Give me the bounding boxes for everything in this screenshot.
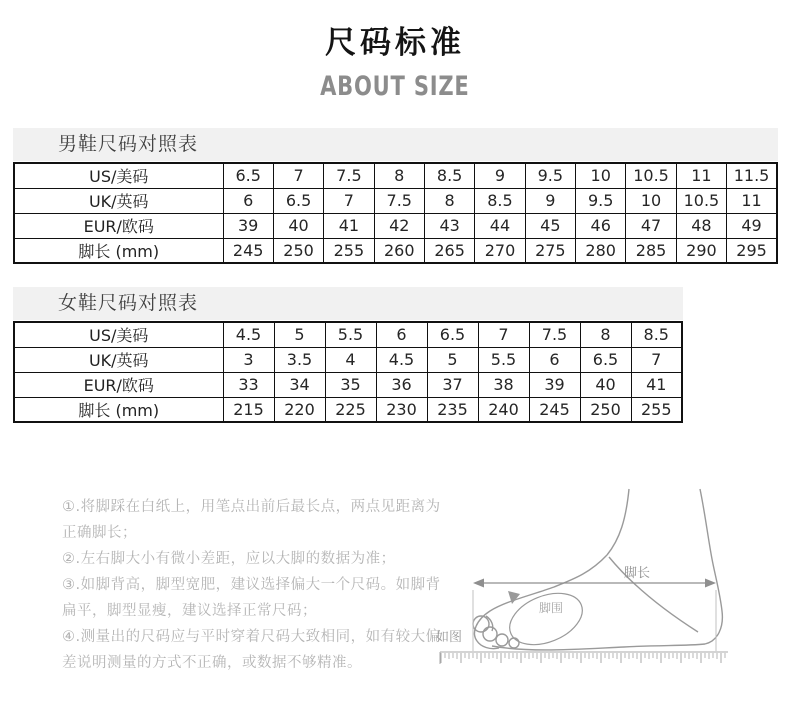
note-item-3: ③.如脚背高，脚型宽肥，建议选择偏大一个尺码。如脚背扁平，脚型显瘦，建议选择正常尺码； [62, 577, 441, 619]
foot-girth-loop [502, 583, 590, 654]
men-section-title: 男鞋尺码对照表 [58, 133, 199, 155]
table-row [14, 372, 682, 397]
table-row [14, 213, 777, 238]
arrow-right-icon [705, 579, 716, 588]
size-cell: 6.5 [223, 163, 273, 188]
row-label: EUR/欧码 [14, 372, 223, 397]
page-subtitle-text: ABOUT SIZE [320, 71, 470, 102]
size-cell: 10 [626, 188, 676, 213]
note-item-1: ①.将脚踩在白纸上，用笔点出前后最长点，两点见距离为正确脚长； [62, 499, 441, 541]
size-cell: 49 [727, 213, 777, 238]
size-cell: 235 [427, 397, 478, 422]
ruler [440, 652, 728, 666]
size-cell: 41 [631, 372, 682, 397]
size-cell: 5.5 [325, 322, 376, 347]
table-row [14, 397, 682, 422]
size-cell: 47 [626, 213, 676, 238]
size-cell: 36 [376, 372, 427, 397]
size-cell: 39 [529, 372, 580, 397]
size-cell: 42 [374, 213, 424, 238]
size-cell: 10 [576, 163, 626, 188]
size-cell: 270 [475, 238, 525, 263]
size-cell: 7 [324, 188, 374, 213]
row-label: EUR/欧码 [14, 213, 223, 238]
size-cell: 215 [223, 397, 274, 422]
size-cell: 9 [475, 163, 525, 188]
size-cell: 6.5 [427, 322, 478, 347]
size-cell: 265 [424, 238, 474, 263]
row-label: US/美码 [14, 322, 223, 347]
page-subtitle [0, 73, 790, 100]
size-cell: 9.5 [525, 163, 575, 188]
page-title: 尺码标准 [325, 25, 465, 61]
size-cell: 10.5 [676, 188, 726, 213]
size-cell: 255 [324, 238, 374, 263]
size-cell: 39 [223, 213, 273, 238]
men-size-table [13, 162, 778, 264]
size-cell: 46 [576, 213, 626, 238]
foot-length-label: 脚长 [624, 566, 651, 581]
size-cell: 11.5 [727, 163, 777, 188]
size-cell: 7.5 [324, 163, 374, 188]
size-cell: 280 [576, 238, 626, 263]
size-cell: 260 [374, 238, 424, 263]
size-cell: 41 [324, 213, 374, 238]
foot-girth-label: 脚围 [539, 601, 564, 615]
size-cell: 250 [273, 238, 323, 263]
size-cell: 6.5 [273, 188, 323, 213]
size-cell: 7.5 [374, 188, 424, 213]
size-cell: 3 [223, 347, 274, 372]
size-cell: 9 [525, 188, 575, 213]
size-cell: 6 [529, 347, 580, 372]
size-cell: 6.5 [580, 347, 631, 372]
size-cell: 4.5 [376, 347, 427, 372]
size-cell: 225 [325, 397, 376, 422]
size-cell: 40 [580, 372, 631, 397]
size-cell: 8.5 [424, 163, 474, 188]
men-section-banner [13, 128, 778, 161]
size-cell: 295 [727, 238, 777, 263]
measurement-notes [62, 494, 442, 676]
size-cell: 7 [478, 322, 529, 347]
size-cell: 7.5 [529, 322, 580, 347]
size-cell: 40 [273, 213, 323, 238]
size-cell: 290 [676, 238, 726, 263]
size-cell: 4 [325, 347, 376, 372]
size-cell: 6 [376, 322, 427, 347]
women-section-banner [13, 287, 683, 320]
size-cell: 275 [525, 238, 575, 263]
size-cell: 255 [631, 397, 682, 422]
size-cell: 7 [631, 347, 682, 372]
size-cell: 35 [325, 372, 376, 397]
size-cell: 10.5 [626, 163, 676, 188]
size-cell: 220 [274, 397, 325, 422]
row-label: UK/英码 [14, 347, 223, 372]
size-cell: 6 [223, 188, 273, 213]
table-row [14, 238, 777, 263]
size-cell: 5 [427, 347, 478, 372]
size-cell: 37 [427, 372, 478, 397]
size-cell: 45 [525, 213, 575, 238]
size-cell: 8 [580, 322, 631, 347]
size-cell: 245 [223, 238, 273, 263]
men-size-section [13, 128, 778, 264]
size-cell: 34 [274, 372, 325, 397]
size-cell: 48 [676, 213, 726, 238]
row-label: 脚长 (mm) [14, 238, 223, 263]
row-label: UK/英码 [14, 188, 223, 213]
table-row [14, 347, 682, 372]
size-cell: 43 [424, 213, 474, 238]
size-cell: 8.5 [631, 322, 682, 347]
table-row [14, 188, 777, 213]
foot-length-arrow [473, 579, 716, 588]
size-cell: 38 [478, 372, 529, 397]
note-item-2: ②.左右脚大小有微小差距，应以大脚的数据为准； [62, 551, 396, 567]
size-cell: 285 [626, 238, 676, 263]
as-shown-label: 如图 [436, 630, 463, 645]
size-cell: 4.5 [223, 322, 274, 347]
size-cell: 11 [727, 188, 777, 213]
size-cell: 8.5 [475, 188, 525, 213]
women-size-table [13, 321, 683, 423]
size-cell: 9.5 [576, 188, 626, 213]
foot-measurement-diagram [428, 483, 790, 718]
women-section-title: 女鞋尺码对照表 [58, 292, 199, 314]
table-row [14, 163, 777, 188]
size-cell: 11 [676, 163, 726, 188]
row-label: 脚长 (mm) [14, 397, 223, 422]
size-cell: 8 [374, 163, 424, 188]
size-cell: 7 [273, 163, 323, 188]
size-cell: 33 [223, 372, 274, 397]
size-cell: 240 [478, 397, 529, 422]
table-row [14, 322, 682, 347]
note-item-4: ④.测量出的尺码应与平时穿着尺码大致相同，如有较大偏差说明测量的方式不正确，或数据不够精准。 [62, 629, 441, 671]
size-cell: 5.5 [478, 347, 529, 372]
arrow-left-icon [473, 579, 484, 588]
foot-diagram-svg [428, 483, 790, 718]
size-cell: 44 [475, 213, 525, 238]
women-size-section [13, 287, 683, 423]
row-label: US/美码 [14, 163, 223, 188]
size-cell: 3.5 [274, 347, 325, 372]
size-cell: 5 [274, 322, 325, 347]
foot-outline [473, 489, 722, 650]
size-cell: 250 [580, 397, 631, 422]
page-header [0, 0, 790, 100]
size-cell: 8 [424, 188, 474, 213]
size-cell: 245 [529, 397, 580, 422]
size-cell: 230 [376, 397, 427, 422]
